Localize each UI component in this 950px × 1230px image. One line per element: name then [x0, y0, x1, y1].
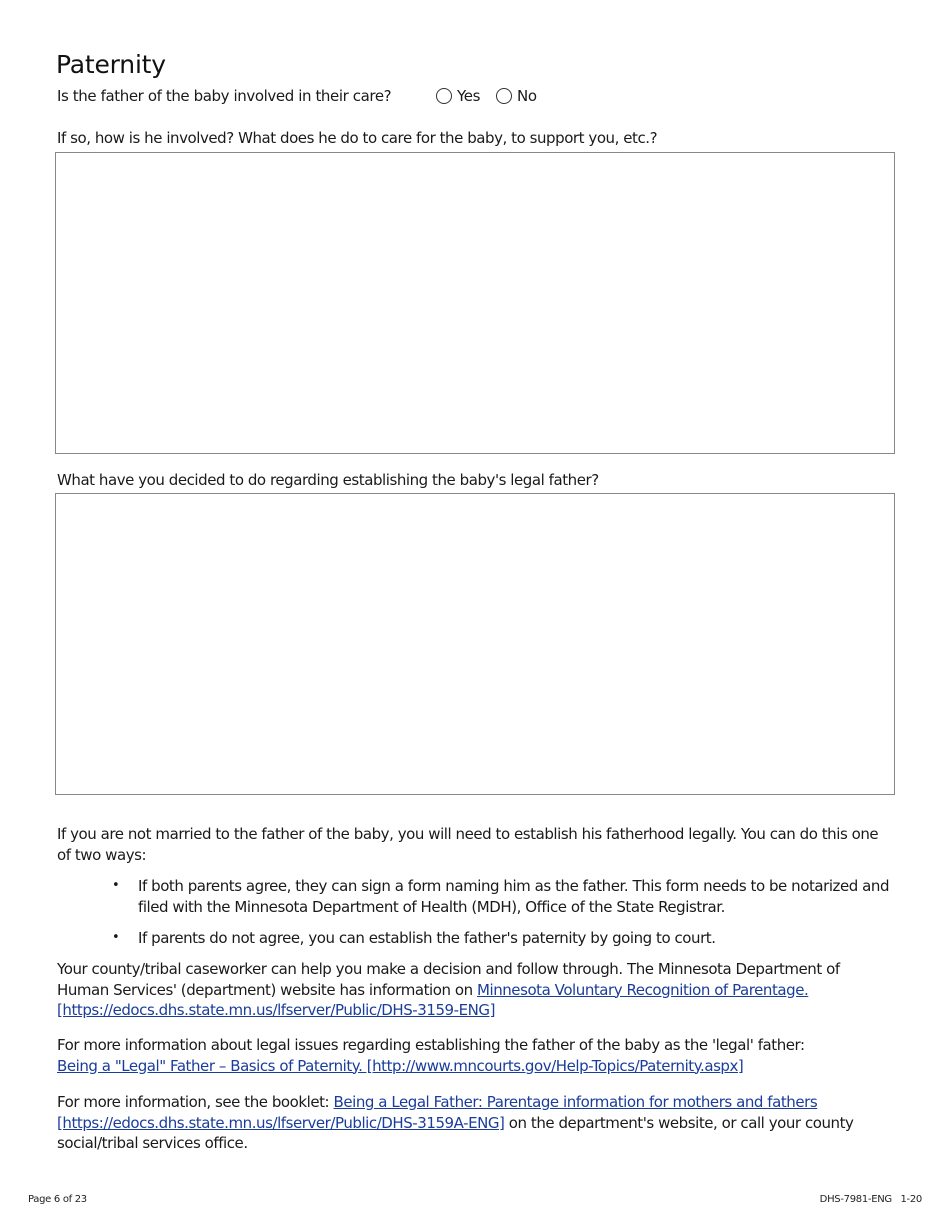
legal-father-basics-link[interactable]: Being a "Legal" Father – Basics of Paternity. [http://www.mncourts.gov/Help-Topics/Paternity.aspx] [57, 1056, 744, 1075]
legal-info-text: For more information about legal issues regarding establishing the father of the baby as the 'legal' father: [57, 1036, 805, 1054]
no-option[interactable] [496, 87, 537, 105]
yes-option[interactable] [436, 87, 480, 105]
no-label: No [517, 87, 537, 105]
bullet-item [112, 876, 898, 917]
bullet-item [112, 928, 898, 949]
caseworker-paragraph [57, 959, 892, 1021]
form-id: DHS-7981-ENG 1-20 [819, 1194, 922, 1205]
legal-father-textarea[interactable] [55, 493, 895, 795]
page-title: Paternity [56, 50, 166, 79]
involvement-detail-label: If so, how is he involved? What does he do to care for the baby, to support you, etc.? [57, 129, 658, 147]
page-number: Page 6 of 23 [28, 1194, 87, 1205]
booklet-link[interactable]: Being a Legal Father: Parentage information for mothers and fathers [https://edocs.dhs.state.mn.us/lfserver/Public/DHS-3159A-ENG] [57, 1093, 818, 1132]
involvement-question-text: Is the father of the baby involved in their care? [57, 87, 392, 105]
parentage-recognition-link[interactable]: Minnesota Voluntary Recognition of Parentage. [https://edocs.dhs.state.mn.us/lfserver/Public/DHS-3159-ENG] [57, 980, 809, 1019]
bullet-text: If parents do not agree, you can establish the father's paternity by going to court. [138, 929, 716, 947]
intro-paragraph: If you are not married to the father of the baby, you will need to establish his fatherhood legally. You can do this one of two ways: [57, 825, 879, 864]
caseworker-text: Your county/tribal caseworker can help you make a decision and follow through. The Minnesota Department of Human Services' (department) website has information on [57, 960, 840, 999]
legal-father-label: What have you decided to do regarding establishing the baby's legal father? [57, 471, 599, 489]
booklet-tail-text: on the department's website, or call your county social/tribal services office. [57, 1113, 854, 1152]
bullet-symbol: • [112, 930, 120, 945]
yes-label: Yes [457, 87, 481, 105]
no-radio[interactable] [496, 88, 512, 104]
booklet-paragraph [57, 1092, 892, 1154]
yes-radio[interactable] [436, 88, 452, 104]
bullet-symbol: • [112, 878, 120, 893]
booklet-text: For more information, see the booklet: [57, 1093, 330, 1111]
involvement-detail-textarea[interactable] [55, 152, 895, 454]
bullet-text: If both parents agree, they can sign a form naming him as the father. This form needs to be notarized and filed with the Minnesota Department of Health (MDH), Office of the State Registrar. [138, 877, 890, 916]
legal-info-paragraph [57, 1035, 892, 1076]
involvement-question-row [57, 87, 577, 107]
